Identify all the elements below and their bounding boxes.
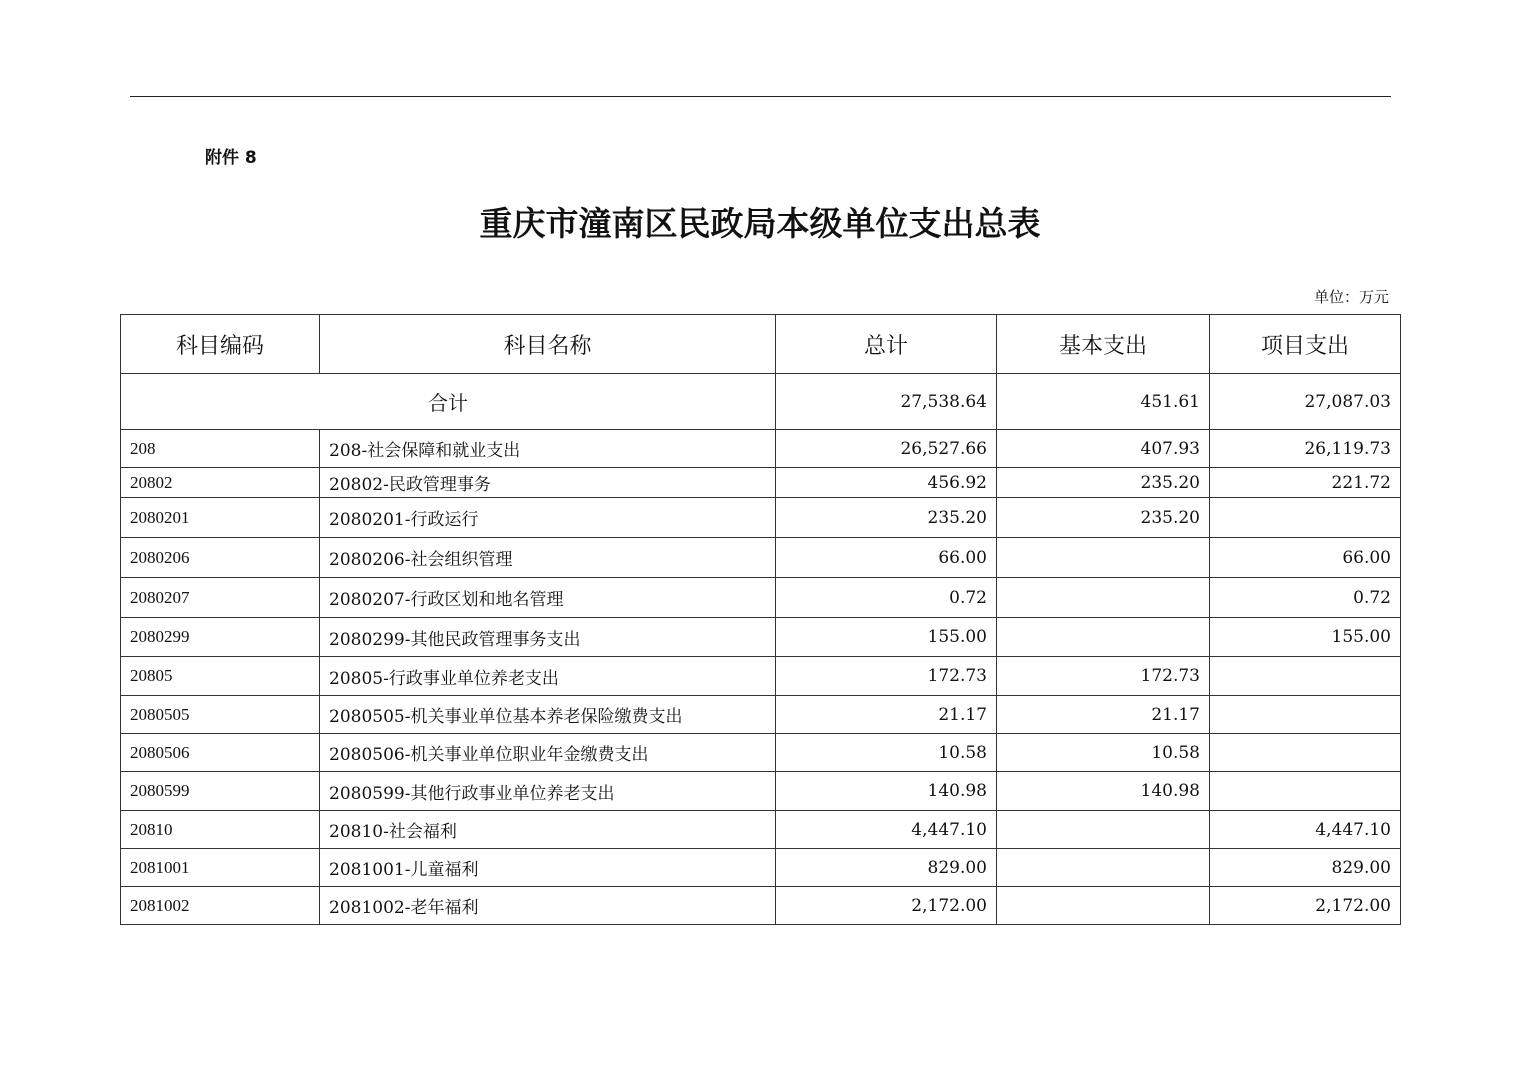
table-row	[121, 657, 1401, 696]
row-basic: 407.93	[997, 430, 1210, 468]
row-project: 0.72	[1210, 578, 1401, 618]
row-code: 2081002	[121, 887, 320, 925]
row-project: 2,172.00	[1210, 887, 1401, 925]
row-code: 2080506	[121, 734, 320, 772]
row-name: 2080505-机关事业单位基本养老保险缴费支出	[320, 696, 776, 734]
row-basic: 21.17	[997, 696, 1210, 734]
header-code: 科目编码	[121, 315, 320, 374]
row-total: 235.20	[776, 498, 997, 538]
table-row	[121, 772, 1401, 811]
row-total: 829.00	[776, 849, 997, 887]
row-code: 20805	[121, 657, 320, 696]
total-project: 27,087.03	[1210, 374, 1401, 430]
row-total: 26,527.66	[776, 430, 997, 468]
row-name: 20810-社会福利	[320, 811, 776, 849]
row-project: 155.00	[1210, 618, 1401, 657]
row-name: 2081001-儿童福利	[320, 849, 776, 887]
row-project: 66.00	[1210, 538, 1401, 578]
row-code: 2080505	[121, 696, 320, 734]
row-code: 20810	[121, 811, 320, 849]
row-code: 2080207	[121, 578, 320, 618]
row-code: 2080206	[121, 538, 320, 578]
row-project: 221.72	[1210, 468, 1401, 498]
table-row	[121, 468, 1401, 498]
header-basic: 基本支出	[997, 315, 1210, 374]
row-project	[1210, 696, 1401, 734]
row-total: 4,447.10	[776, 811, 997, 849]
row-code: 20802	[121, 468, 320, 498]
row-basic: 172.73	[997, 657, 1210, 696]
row-basic: 140.98	[997, 772, 1210, 811]
row-basic: 10.58	[997, 734, 1210, 772]
expenditure-table	[120, 314, 1401, 925]
header-project: 项目支出	[1210, 315, 1401, 374]
row-code: 2081001	[121, 849, 320, 887]
row-project: 26,119.73	[1210, 430, 1401, 468]
table-row	[121, 734, 1401, 772]
table-row	[121, 618, 1401, 657]
row-project	[1210, 498, 1401, 538]
row-code: 2080201	[121, 498, 320, 538]
row-code: 208	[121, 430, 320, 468]
row-total: 155.00	[776, 618, 997, 657]
row-total: 140.98	[776, 772, 997, 811]
row-project	[1210, 734, 1401, 772]
unit-label: 单位：万元	[1313, 288, 1389, 306]
row-total: 0.72	[776, 578, 997, 618]
table-row	[121, 811, 1401, 849]
row-project	[1210, 772, 1401, 811]
attachment-label: 附件 8	[205, 148, 257, 168]
row-basic	[997, 811, 1210, 849]
header-total: 总计	[776, 315, 997, 374]
row-total: 172.73	[776, 657, 997, 696]
row-total: 2,172.00	[776, 887, 997, 925]
row-project: 4,447.10	[1210, 811, 1401, 849]
row-name: 2081002-老年福利	[320, 887, 776, 925]
row-basic: 235.20	[997, 468, 1210, 498]
row-basic	[997, 578, 1210, 618]
row-basic	[997, 887, 1210, 925]
page-title: 重庆市潼南区民政局本级单位支出总表	[479, 204, 1041, 243]
row-name: 20805-行政事业单位养老支出	[320, 657, 776, 696]
header-rule	[130, 96, 1391, 97]
row-name: 2080207-行政区划和地名管理	[320, 578, 776, 618]
row-total: 21.17	[776, 696, 997, 734]
row-name: 2080299-其他民政管理事务支出	[320, 618, 776, 657]
row-code: 2080299	[121, 618, 320, 657]
row-name: 20802-民政管理事务	[320, 468, 776, 498]
row-basic	[997, 849, 1210, 887]
table-row	[121, 578, 1401, 618]
total-row	[121, 374, 1401, 430]
total-total: 27,538.64	[776, 374, 997, 430]
row-total: 456.92	[776, 468, 997, 498]
row-code: 2080599	[121, 772, 320, 811]
table-row	[121, 887, 1401, 925]
table-header-row	[121, 315, 1401, 374]
row-basic	[997, 618, 1210, 657]
row-basic: 235.20	[997, 498, 1210, 538]
row-name: 2080206-社会组织管理	[320, 538, 776, 578]
header-name: 科目名称	[320, 315, 776, 374]
row-project	[1210, 657, 1401, 696]
table-row	[121, 696, 1401, 734]
row-name: 2080506-机关事业单位职业年金缴费支出	[320, 734, 776, 772]
total-label: 合计	[121, 374, 776, 430]
table-row	[121, 538, 1401, 578]
table-row	[121, 849, 1401, 887]
row-name: 2080599-其他行政事业单位养老支出	[320, 772, 776, 811]
row-name: 2080201-行政运行	[320, 498, 776, 538]
table-row	[121, 430, 1401, 468]
row-project: 829.00	[1210, 849, 1401, 887]
table-row	[121, 498, 1401, 538]
total-basic: 451.61	[997, 374, 1210, 430]
row-name: 208-社会保障和就业支出	[320, 430, 776, 468]
row-total: 66.00	[776, 538, 997, 578]
row-total: 10.58	[776, 734, 997, 772]
row-basic	[997, 538, 1210, 578]
